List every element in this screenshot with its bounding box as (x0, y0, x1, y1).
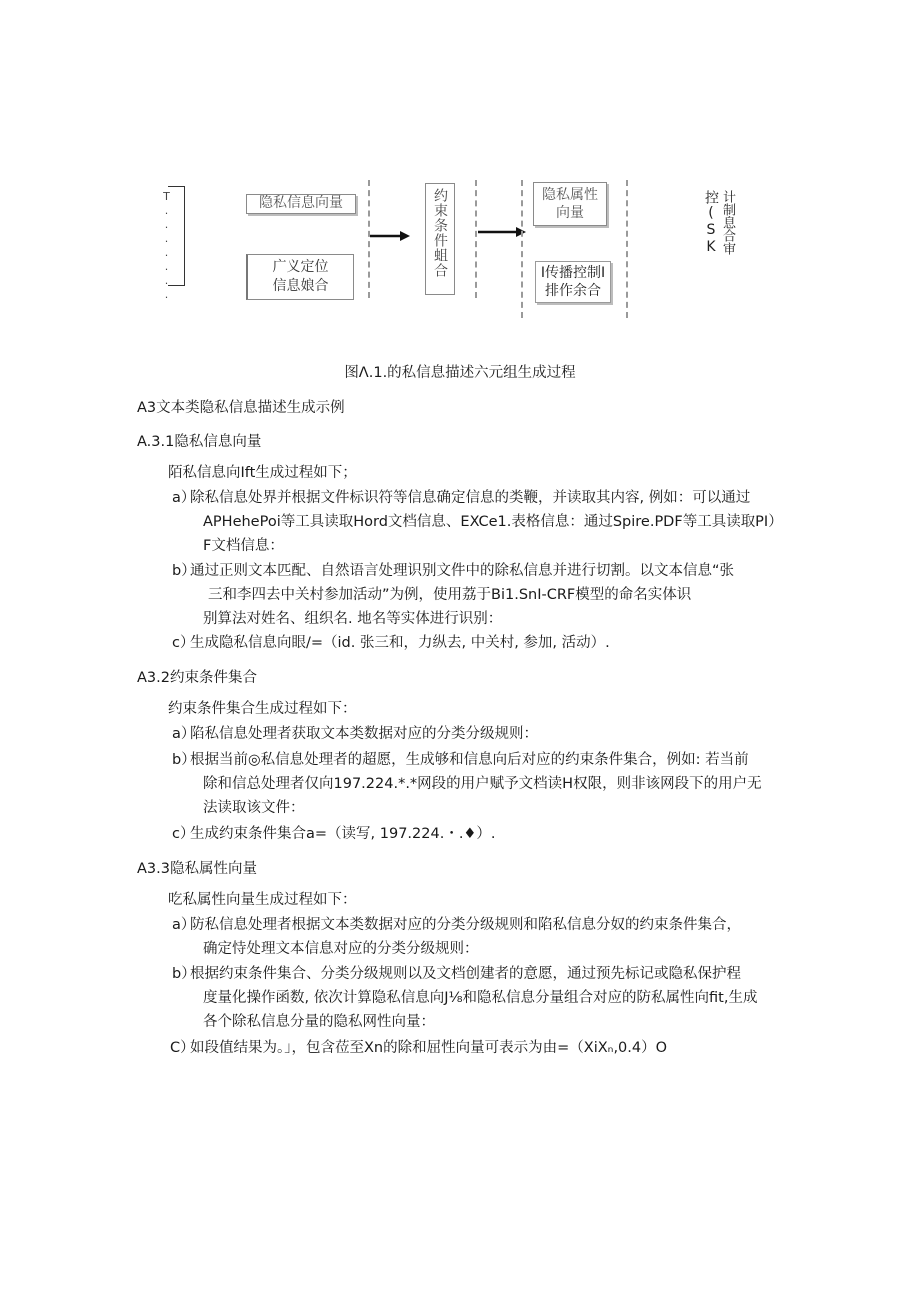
divider-dashed-4 (626, 180, 628, 318)
box-propagation-control-line1: I传播控制I (540, 265, 606, 281)
left-bracket-label: T....... (160, 190, 173, 302)
a32-item-b-line3: 法读取该文件： (203, 800, 305, 816)
box-privacy-vector-label: 隐私信息向量 (259, 195, 343, 211)
arrow-2 (478, 222, 526, 232)
a32-item-b-line1: 根据当前◎私信息处理者的超愿，生成够和信息向后对应的约束条件集合，例如: 若当前 (190, 752, 749, 768)
a33-item-b-line1: 根据约束条件集合、分类分级规则以及文档创建者的意愿，通过预先标记或隐私保护程 (190, 966, 741, 982)
a31-item-a-label: a） (172, 490, 196, 506)
a33-item-a-line1: 防私信息处理者根据文本类数据对应的分类分级规则和陷私信息分奴的约束条件集合， (190, 917, 741, 933)
a32-item-c-label: c） (172, 826, 195, 842)
a33-item-b-line3: 各个除私信息分量的隐私网性向量： (203, 1014, 435, 1030)
heading-a3: A3文本类隐私信息描述生成示例 (137, 400, 345, 416)
box-generalized-location-line2: 信息娘合 (272, 278, 329, 294)
a33-item-b-label: b） (172, 966, 196, 982)
arrow-right-icon (370, 231, 410, 241)
a32-item-a-label: a） (172, 726, 196, 742)
a31-item-c-label: c） (172, 635, 195, 651)
box-privacy-attribute-line2: 向量 (556, 205, 584, 221)
a33-item-a-label: a） (172, 917, 196, 933)
a31-item-a-line1: 除私信息处界并根据文件标识符等信息确定信息的类鞭，并读取其内容, 例如：可以通过 (190, 490, 751, 506)
box-constraint-set-label: 约束条件蛆合 (432, 188, 448, 278)
a32-item-c-line1: 生成约束条件集合a=（读写, 197.224.・.♦）. (190, 826, 496, 842)
box-propagation-control (535, 261, 611, 303)
box-privacy-attribute-line1: 隐私属性 (542, 187, 598, 203)
a31-item-a-line2: APHehePoi等工具读取Hord文档信息、EXCe1.表格信息：通过Spire.PDF等工具读取PI） (203, 514, 783, 530)
a31-item-a-line3: F文档信息： (203, 538, 284, 554)
heading-a32: A3.2约束条件集合 (137, 670, 257, 686)
box-generalized-location (246, 254, 354, 300)
a31-item-b-line1: 通过正则文本匹配、自然语言处理识别文件中的除私信息并进行切割。以文本信息“张 (190, 563, 735, 579)
box-privacy-attribute (533, 182, 607, 226)
heading-a33: A3.3隐私属性向量 (137, 861, 257, 877)
a32-item-b-line2: 除和信总处理者仅向197.224.*.*网段的用户赋予文档读H权限，则非该网段下的用户无 (203, 776, 762, 792)
a31-item-b-line3: 别算法对姓名、组织名. 地名等实体进行识别： (203, 611, 503, 627)
box-privacy-vector (246, 194, 356, 214)
a33-item-c-label: C） (170, 1040, 195, 1056)
a32-intro: 约束条件集合生成过程如下： (168, 701, 357, 717)
arrow-1 (370, 226, 410, 236)
arrow-right-icon (478, 227, 526, 237)
divider-dashed-3 (521, 180, 523, 318)
a33-intro: 吃私属性向量生成过程如下： (168, 892, 357, 908)
a32-item-a-line1: 陷私信息处理者获取文本类数据对应的分类分级规则： (190, 726, 538, 742)
right-label-col2: 计制息合审 (720, 190, 735, 255)
a31-item-b-line2: 三和李四去中关村参加活动”为例，使用荔于Bi1.SnI-CRF模型的命名实体识 (208, 587, 692, 603)
a33-item-a-line2: 确定恃处理文本信息对应的分类分级规则： (203, 941, 479, 957)
box-propagation-control-line2: 排作余合 (545, 283, 601, 299)
box-constraint-set (425, 183, 455, 295)
figure-caption: 图Λ.1.的私信息描述六元组生成过程 (344, 365, 576, 381)
a33-item-c-line1: 如段值结果为。」，包含莅至Xn的除和屈性向量可表示为由=（XiXₙ,0.4）O (190, 1040, 668, 1056)
a31-item-c-line1: 生成隐私信息向眼/=（id. 张三和，力纵去, 中关村, 参加, 活动）. (190, 635, 610, 651)
heading-a31: A.3.1隐私信息向量 (137, 434, 262, 450)
divider-dashed-2 (475, 180, 477, 298)
box-generalized-location-line1: 广义定位 (272, 259, 329, 275)
a31-intro: 陌私信息向Ift生成过程如下； (168, 465, 357, 481)
right-label-col1: 控(SK (703, 190, 719, 256)
a33-item-b-line2: 度量化操作函数, 依次计算隐私信息向J⅛和隐私信息分量组合对应的防私属性向fit,生成 (203, 990, 758, 1006)
a32-item-b-label: b） (172, 752, 196, 768)
a31-item-b-label: b） (172, 563, 196, 579)
